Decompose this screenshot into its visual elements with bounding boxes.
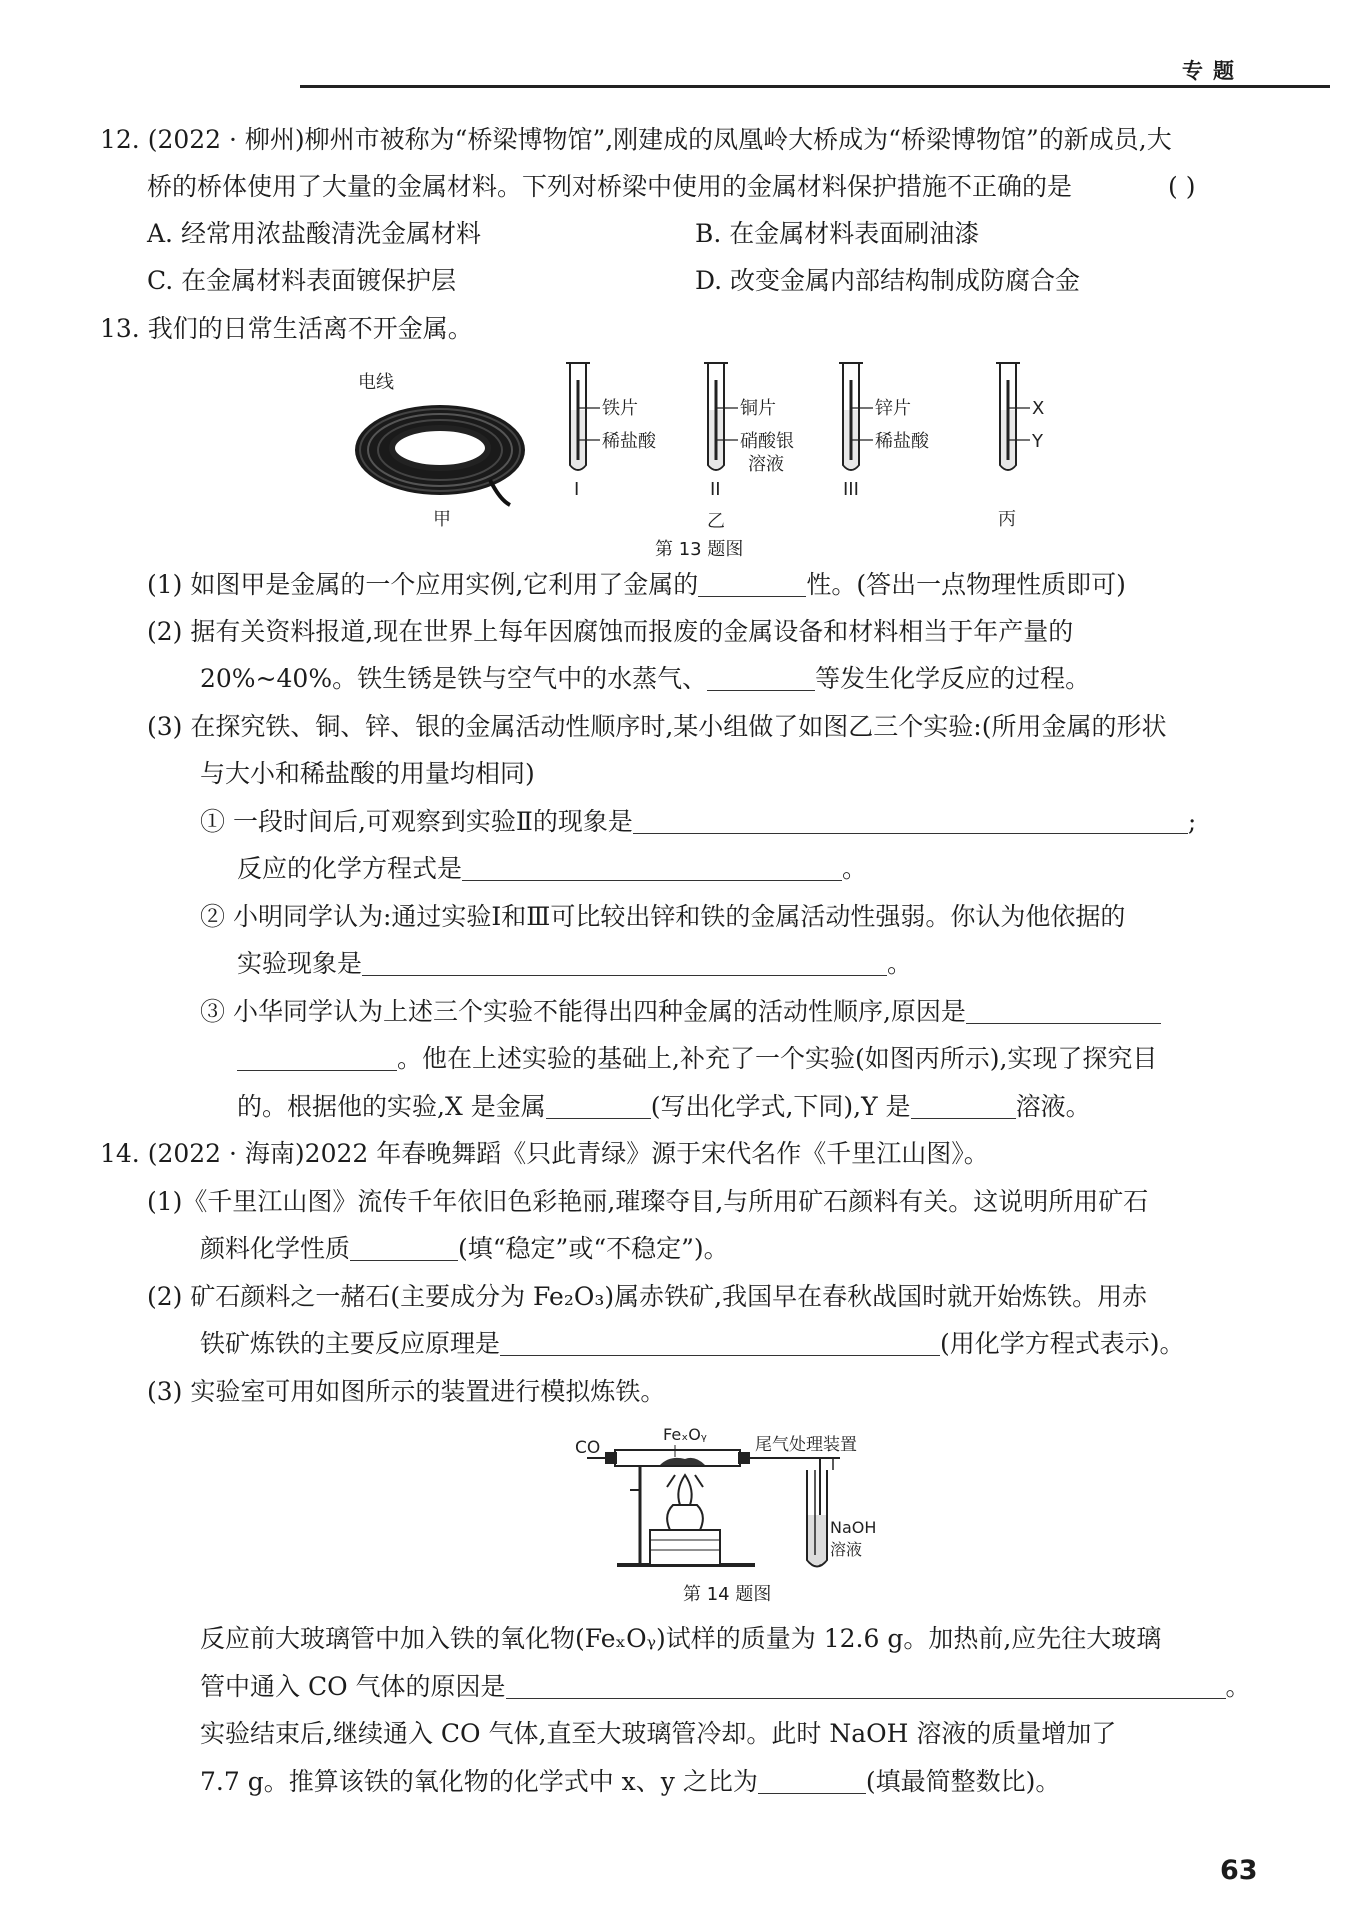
naoh-label: NaOH xyxy=(830,1518,877,1537)
q14-part2-text: 铁矿炼铁的主要反应原理是 xyxy=(200,1329,501,1358)
q13-sub1-line1 xyxy=(200,805,1196,839)
q13-part3-line2: 与大小和稀盐酸的用量均相同) xyxy=(200,759,535,788)
tube2-top-label: 铜片 xyxy=(740,398,776,419)
q13-sub2-end: 。 xyxy=(887,949,913,978)
wire-coil-image xyxy=(355,405,525,505)
q13-part3-line1: (3) 在探究铁、铜、锌、银的金属活动性顺序时,某小组做了如图乙三个实验:(所用金属的形状 xyxy=(147,712,1167,741)
test-tube-i xyxy=(566,363,600,470)
q14-reaction-line4 xyxy=(200,1765,1060,1799)
q13-sub1-equation-blank[interactable] xyxy=(462,856,842,881)
q14-part2-line1: (2) 矿石颜料之一赭石(主要成分为 Fe₂O₃)属赤铁矿,我国早在春秋战国时就开始炼铁。用赤 xyxy=(147,1282,1148,1311)
tube2-bottom-label-2: 溶液 xyxy=(748,454,784,475)
q13-sub3-x-blank[interactable] xyxy=(546,1094,651,1119)
tube2-bottom-label: 硝酸银 xyxy=(740,431,794,452)
q14-reaction-end: 。 xyxy=(1225,1672,1251,1701)
q14-ratio-text: 7.7 g。推算该铁的氧化物的化学式中 x、y 之比为 xyxy=(200,1767,758,1796)
q12-line2: 桥的桥体使用了大量的金属材料。下列对桥梁中使用的金属材料保护措施不正确的是 xyxy=(147,172,1073,201)
q14-reaction-text: 管中通入 CO 气体的原因是 xyxy=(200,1672,506,1701)
tube1-number: I xyxy=(574,479,580,500)
tube3-number: III xyxy=(843,479,859,500)
q13-sub3-line1 xyxy=(200,995,1161,1029)
q12-option-a: A. 经常用浓盐酸清洗金属材料 xyxy=(147,219,481,248)
q14-part2-text-end: (用化学方程式表示)。 xyxy=(940,1329,1185,1358)
q13-sub3-y-blank[interactable] xyxy=(911,1094,1016,1119)
q14-ratio-text-end: (填最简整数比)。 xyxy=(865,1767,1061,1796)
q13-sub3-text-4: (写出化学式,下同),Y 是 xyxy=(650,1092,911,1121)
header-rule xyxy=(300,85,1330,88)
q14-part3: (3) 实验室可用如图所示的装置进行模拟炼铁。 xyxy=(147,1377,666,1406)
alcohol-lamp xyxy=(667,1505,703,1530)
q14-part1-text-end: (填“稳定”或“不稳定”)。 xyxy=(458,1234,729,1263)
q14-part2-line2 xyxy=(200,1327,1185,1361)
q13-part1-blank[interactable] xyxy=(698,572,806,597)
figure-13-caption: 第 13 题图 xyxy=(655,539,744,560)
q14-part2-blank[interactable] xyxy=(500,1331,940,1356)
q13-sub2-line2 xyxy=(237,947,912,981)
q13-sub3-line2 xyxy=(237,1042,1157,1076)
q14-reaction-line1: 反应前大玻璃管中加入铁的氧化物(FeₓOᵧ)试样的质量为 12.6 g。加热前,应先往大玻璃 xyxy=(200,1624,1162,1653)
q13-sub3-text-3: 的。根据他的实验,X 是金属 xyxy=(237,1092,546,1121)
tube3-bottom-label: 稀盐酸 xyxy=(875,431,929,452)
exhaust-label: 尾气处理装置 xyxy=(755,1435,857,1455)
tube1-top-label: 铁片 xyxy=(602,398,638,419)
q14-stem: 14. (2022 · 海南)2022 年春晚舞蹈《只此青绿》源于宋代名作《千里江山图》。 xyxy=(100,1139,989,1168)
q13-part1-text: (1) 如图甲是金属的一个应用实例,它利用了金属的 xyxy=(147,570,699,599)
co-label: CO xyxy=(575,1438,601,1458)
left-stopper xyxy=(605,1452,617,1464)
test-tube-iii xyxy=(839,363,873,470)
label-jia: 甲 xyxy=(433,509,451,530)
tube2-number: II xyxy=(710,479,721,500)
q12-line1: 12. (2022 · 柳州)柳州市被称为“桥梁博物馆”,刚建成的凤凰岭大桥成为“桥梁博物馆”的新成员,大 xyxy=(100,125,1172,154)
q13-sub2-text: 实验现象是 xyxy=(237,949,363,978)
q13-sub2-line1: ② 小明同学认为:通过实验Ⅰ和Ⅲ可比较出锌和铁的金属活动性强弱。你认为他依据的 xyxy=(200,902,1126,931)
q13-part1-text-end: 性。(答出一点物理性质即可) xyxy=(806,570,1126,599)
figure-13 xyxy=(340,360,1060,560)
q13-sub1-line2 xyxy=(237,852,867,886)
right-stopper xyxy=(738,1452,750,1464)
flame xyxy=(678,1475,691,1505)
q14-part1-blank[interactable] xyxy=(350,1236,458,1261)
test-tube-bing xyxy=(996,363,1030,470)
figure-14 xyxy=(575,1415,915,1570)
q13-part2-blank[interactable] xyxy=(707,666,815,691)
tube4-bottom-label: Y xyxy=(1032,431,1043,452)
tube4-top-label: X xyxy=(1032,398,1045,419)
q13-sub1-text: ① 一段时间后,可观察到实验Ⅱ的现象是 xyxy=(200,807,633,836)
q14-part1-line2 xyxy=(200,1232,729,1266)
q13-sub1-end: ; xyxy=(1187,807,1197,836)
q13-sub2-blank[interactable] xyxy=(362,951,887,976)
page-number: 63 xyxy=(1220,1855,1258,1886)
q13-sub3-line3 xyxy=(237,1090,1091,1124)
label-yi: 乙 xyxy=(707,511,725,532)
q12-option-d: D. 改变金属内部结构制成防腐合金 xyxy=(695,266,1081,295)
test-tube-ii xyxy=(704,363,738,470)
q13-sub1-blank[interactable] xyxy=(633,809,1188,834)
q13-sub3-text-2: 。他在上述实验的基础上,补充了一个实验(如图丙所示),实现了探究目 xyxy=(397,1044,1158,1073)
solution-label: 溶液 xyxy=(830,1540,863,1559)
q13-sub3-text-5: 溶液。 xyxy=(1015,1092,1091,1121)
figure-14-caption: 第 14 题图 xyxy=(683,1584,772,1605)
q13-part2-text: 20%~40%。铁生锈是铁与空气中的水蒸气、 xyxy=(200,664,708,693)
q14-reaction-line3: 实验结束后,继续通入 CO 气体,直至大玻璃管冷却。此时 NaOH 溶液的质量增加了 xyxy=(200,1719,1117,1748)
burner-block xyxy=(650,1530,720,1565)
label-bing: 丙 xyxy=(998,509,1016,530)
wire-label: 电线 xyxy=(358,372,394,393)
q14-part1-line1: (1)《千里江山图》流传千年依旧色彩艳丽,璀璨夺目,与所用矿石颜料有关。这说明所用矿石 xyxy=(147,1187,1149,1216)
q13-sub3-text: ③ 小华同学认为上述三个实验不能得出四种金属的活动性顺序,原因是 xyxy=(200,997,966,1026)
q12-option-b: B. 在金属材料表面刷油漆 xyxy=(695,219,980,248)
q13-sub3-blank-a[interactable] xyxy=(966,999,1161,1024)
q14-reaction-line2 xyxy=(200,1670,1251,1704)
q13-stem: 13. 我们的日常生活离不开金属。 xyxy=(100,314,473,343)
oxide-sample xyxy=(660,1458,705,1465)
tube1-bottom-label: 稀盐酸 xyxy=(602,431,656,452)
q13-sub1-equation-text: 反应的化学方程式是 xyxy=(237,854,463,883)
tube3-top-label: 锌片 xyxy=(875,398,911,419)
q13-sub1-equation-end: 。 xyxy=(842,854,868,883)
q14-ratio-blank[interactable] xyxy=(758,1769,866,1794)
naoh-solution xyxy=(808,1515,826,1565)
q13-part2-line1: (2) 据有关资料报道,现在世界上每年因腐蚀而报废的金属设备和材料相当于年产量的 xyxy=(147,617,1074,646)
q12-option-c: C. 在金属材料表面镀保护层 xyxy=(147,266,457,295)
q13-part1 xyxy=(147,568,1126,602)
q13-part2-text-end: 等发生化学反应的过程。 xyxy=(815,664,1091,693)
fexoy-label: FeₓOᵧ xyxy=(663,1425,707,1444)
q12-answer-bracket: ( ) xyxy=(1168,172,1196,201)
q14-reason-blank[interactable] xyxy=(506,1674,1226,1699)
section-label: 专题 xyxy=(1182,59,1244,83)
q13-part2-line2 xyxy=(200,662,1090,696)
q14-part1-text: 颜料化学性质 xyxy=(200,1234,351,1263)
q13-sub3-blank-b[interactable] xyxy=(237,1046,397,1071)
